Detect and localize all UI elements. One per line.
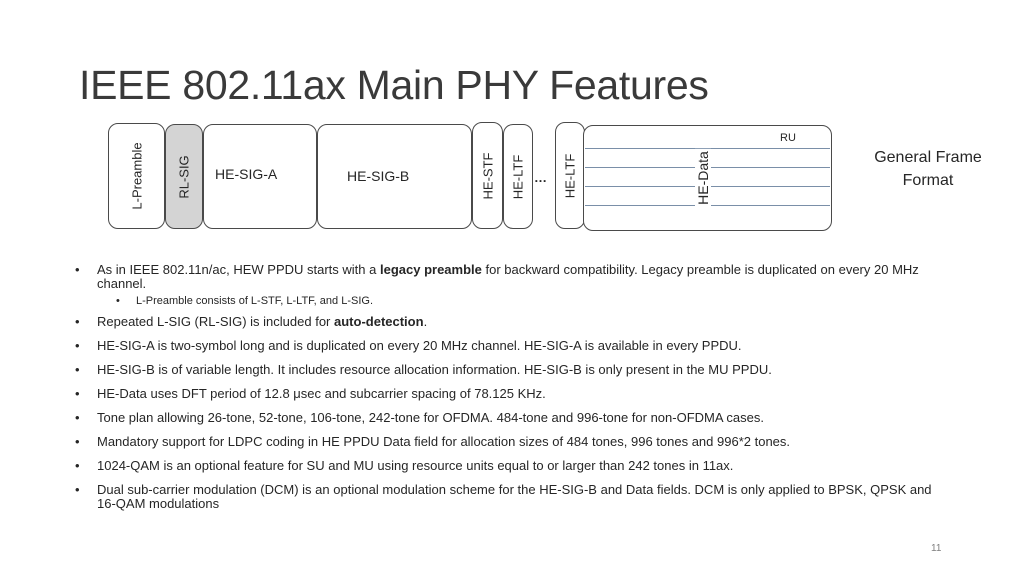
bullet-item: [72, 483, 952, 511]
he-ltf-label-2: HE-LTF: [562, 153, 578, 198]
bullet-text: Repeated L-SIG (RL-SIG) is included for: [97, 314, 334, 329]
caption-line-2: Format: [902, 172, 954, 189]
bullet-marker: •: [116, 295, 120, 307]
field-ellipsis: …: [534, 170, 547, 185]
bullet-bold-text: auto-detection: [334, 314, 424, 329]
ru-label: RU: [780, 132, 796, 144]
rl-sig-field: [165, 124, 203, 229]
he-sig-a-label: HE-SIG-A: [215, 166, 278, 182]
bullet-item: [72, 363, 952, 377]
slide-title: IEEE 802.11ax Main PHY Features: [79, 62, 709, 108]
bullet-text: for backward compatibility. Legacy preamble is duplicated on every 20 MHz channel.: [97, 262, 919, 291]
bullet-text: Dual sub-carrier modulation (DCM) is an optional modulation scheme for the HE-SIG-B and Data fields. DCM is only applied to BPSK, QPSK and 16-QAM modulations: [97, 482, 932, 511]
rl-sig-label: RL-SIG: [176, 154, 192, 199]
bullet-marker: •: [75, 458, 80, 473]
he-stf-label: HE-STF: [480, 152, 495, 199]
he-data-label: HE-Data: [695, 151, 711, 205]
bullet-marker: •: [75, 386, 80, 401]
bullet-item: [72, 263, 952, 291]
l-preamble-field: [108, 123, 165, 229]
bullet-text: HE-Data uses DFT period of 12.8 μsec and subcarrier spacing of 78.125 KHz.: [97, 386, 546, 401]
bullet-text: HE-SIG-B is of variable length. It includes resource allocation information. HE-SIG-B is only present in the MU PPDU.: [97, 362, 772, 377]
he-ltf-field-1: [503, 124, 533, 229]
he-sig-b-field: [317, 124, 472, 229]
he-sig-b-label: HE-SIG-B: [347, 168, 410, 184]
he-sig-a-field: [203, 124, 317, 229]
bullet-text: 1024-QAM is an optional feature for SU and MU using resource units equal to or larger than 242 tones in 11ax.: [97, 458, 734, 473]
feature-list: [72, 260, 952, 511]
bullet-marker: •: [75, 314, 80, 329]
he-ltf-field-2: [555, 122, 585, 229]
he-ltf-label-1: HE-LTF: [510, 154, 526, 199]
bullet-text: Tone plan allowing 26-tone, 52-tone, 106-tone, 242-tone for OFDMA. 484-tone and 996-tone for non-OFDMA cases.: [97, 410, 765, 425]
bullet-text: As in IEEE 802.11n/ac, HEW PPDU starts with a: [97, 262, 380, 277]
frame-format-caption: [858, 146, 998, 192]
bullet-text: L-Preamble consists of L-STF, L-LTF, and L-SIG.: [136, 295, 373, 307]
bullet-text: HE-SIG-A is two-symbol long and is duplicated on every 20 MHz channel. HE-SIG-A is available in every PPDU.: [97, 338, 742, 353]
bullet-marker: •: [75, 362, 80, 377]
bullet-marker: •: [75, 262, 80, 277]
bullet-marker: •: [75, 434, 80, 449]
sub-bullet-item: [72, 294, 952, 308]
bullet-text: Mandatory support for LDPC coding in HE PPDU Data field for allocation sizes of 484 tones, 996 tones and 996*2 tones.: [97, 434, 791, 449]
bullet-item: [72, 459, 952, 473]
bullet-marker: •: [75, 482, 80, 497]
bullet-item: [72, 411, 952, 425]
l-preamble-label: L-Preamble: [129, 142, 144, 210]
bullet-item: [72, 435, 952, 449]
he-stf-field: [472, 122, 503, 229]
bullet-marker: •: [75, 338, 80, 353]
bullet-item: [72, 315, 952, 329]
bullet-bold-text: legacy preamble: [379, 262, 482, 277]
bullet-text: .: [423, 314, 428, 329]
bullet-item: [72, 339, 952, 353]
page-number: 11: [931, 543, 942, 554]
bullet-marker: •: [75, 410, 80, 425]
bullet-item: [72, 387, 952, 401]
caption-line-1: General Frame: [874, 149, 982, 166]
